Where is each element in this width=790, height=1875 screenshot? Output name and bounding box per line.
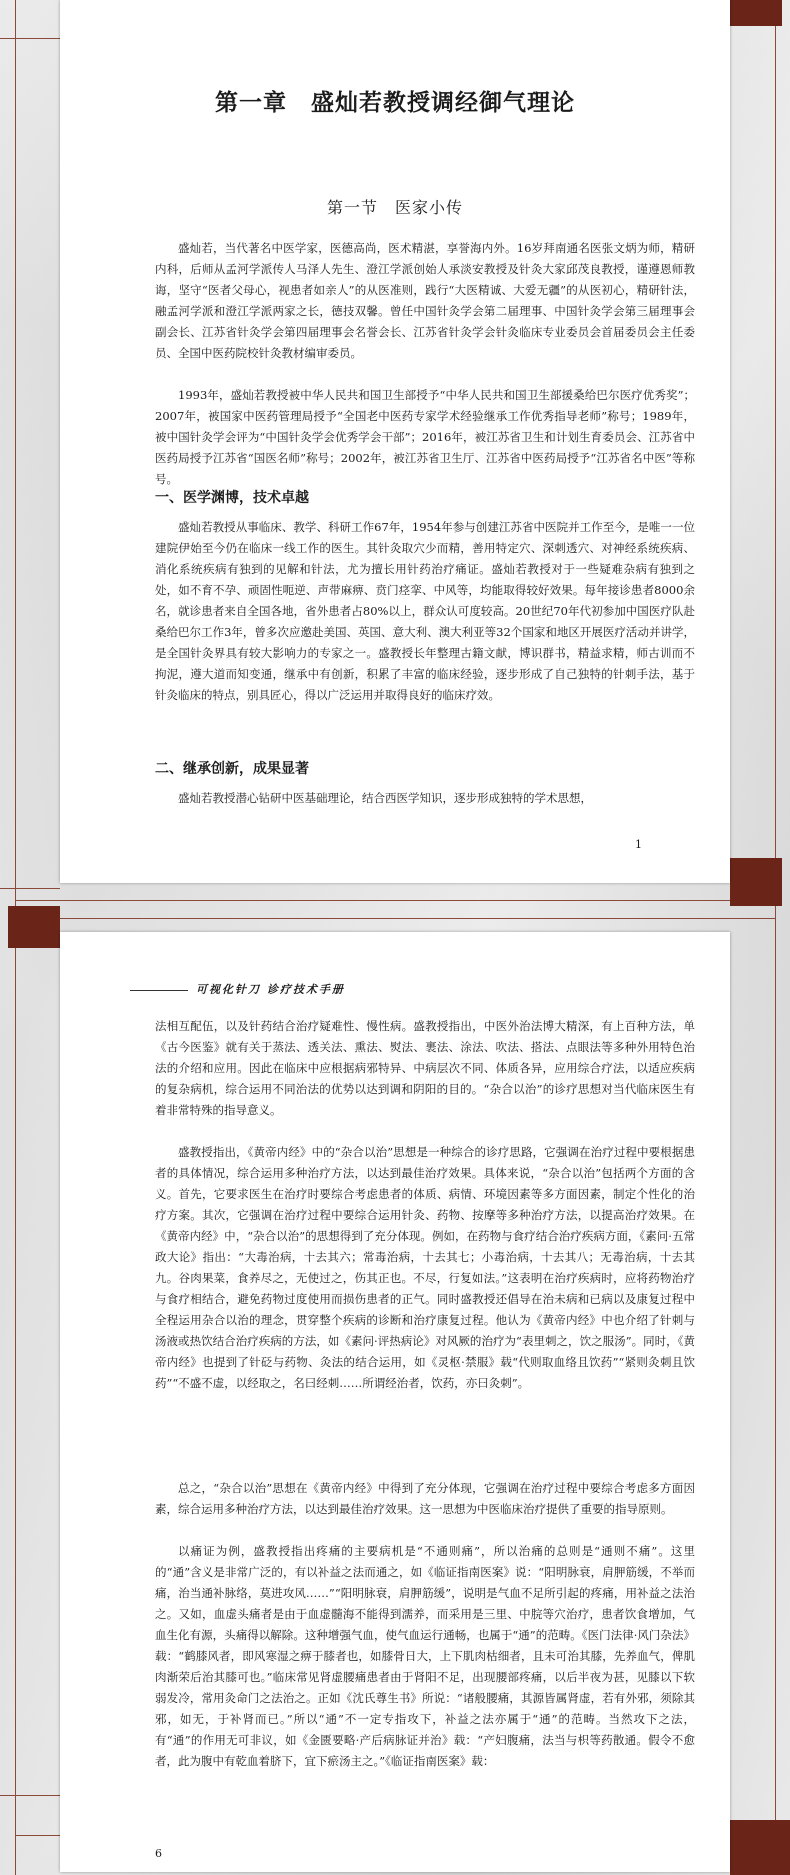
- corner-block-top-right: [730, 0, 782, 26]
- corner-block-mid-right: [730, 858, 782, 906]
- frame-line-left: [15, 0, 16, 920]
- frame-line-mid-1: [15, 900, 775, 901]
- corner-block-mid-left: [8, 906, 60, 948]
- paragraph: 1993年，盛灿若教授被中华人民共和国卫生部授予“中华人民共和国卫生部援桑给巴尔医疗优秀奖”；2007年，被国家中医药管理局授予“全国老中医药专家学术经验继承工作优秀指导老师”称号；1989年，被中国针灸学会评为“中国针灸学会优秀学会干部”；2016年，被江苏省卫生和计划生育委员会、江苏省中医药局授予江苏省“国医名师”称号；2002年，被江苏省卫生厅、江苏省中医药局授予“江苏省名中医”等称号。: [155, 388, 695, 486]
- paragraph: 盛教授指出，《黄帝内经》中的“杂合以治”思想是一种综合的诊疗思路，它强调在治疗过程中要根据患者的具体情况，综合运用多种治疗方法，以达到最佳治疗效果。具体来说，“杂合以治”包括两个方面的含义。首先，它要求医生在治疗时要综合考虑患者的体质、病情、环境因素等多方面因素，制定个性化的治疗方案。其次，它强调在治疗过程中要综合运用针灸、药物、按摩等多种治疗方法，以提高治疗效果。在《黄帝内经》中，“杂合以治”的思想得到了充分体现。例如，在药物与食疗结合治疗疾病方面，《素问·五常政大论》指出：“大毒治病，十去其六；常毒治病，十去其七；小毒治病，十去其八；无毒治病，十去其九。谷肉果菜，食养尽之，无使过之，伤其正也。不尽，行复如法。”这表明在治疗疾病时，应将药物治疗与食疗相结合，避免药物过度使用而损伤患者的正气。同时盛教授还倡导在治未病和已病以及康复过程中全程运用杂合以治的理念，贯穿整个疾病的诊断和治疗康复过程。他认为《黄帝内经》中也介绍了针刺与汤液或热饮结合治疗疾病的方法，如《素问·评热病论》对风厥的治疗为“表里刺之，饮之服汤”。同时，《黄帝内经》也提到了针砭与药物、灸法的结合运用，如《灵枢·禁服》载“代则取血络且饮药”“紧则灸刺且饮药”“不盛不虚，以经取之，名曰经刺……所谓经治者，饮药，亦曰灸刺”。: [155, 1145, 695, 1390]
- running-header: [130, 980, 430, 1000]
- section-heading: 一、医学渊博，技术卓越: [155, 490, 309, 506]
- frame-line-right: [775, 0, 776, 1875]
- corner-block-bottom-right: [730, 1820, 790, 1875]
- frame-line-top-left: [0, 38, 62, 39]
- header-rule: [130, 990, 188, 991]
- frame-line-mid-2: [15, 918, 775, 919]
- paragraph: 总之，“杂合以治”思想在《黄帝内经》中得到了充分体现，它强调在治疗过程中要综合考虑多方面因素，综合运用多种治疗方法，以达到最佳治疗效果。这一思想为中医临床治疗提供了重要的指导原则。: [155, 1481, 695, 1516]
- paragraph: 盛灿若教授从事临床、教学、科研工作67年，1954年参与创建江苏省中医院并工作至今，是唯一一位建院伊始至今仍在临床一线工作的医生。其针灸取穴少而精，善用特定穴、深刺透穴、对神经系统疾病、消化系统疾病有独到的见解和针法，尤为擅长用针药治疗痛证。盛灿若教授对于一些疑难杂病有独到之处，如不育不孕、顽固性呃逆、声带麻痹、贲门痉挛、中风等，均能取得较好效果。每年接诊患者8000余名，就诊患者来自全国各地，省外患者占80%以上，群众认可度较高。20世纪70年代初参加中国医疗队赴桑给巴尔工作3年，曾多次应邀赴美国、英国、意大利、澳大利亚等32个国家和地区开展医疗活动并讲学，是全国针灸界具有较大影响力的专家之一。盛教授长年整理古籍文献，博识群书，精益求精，师古训而不拘泥，遵大道而知变通，继承中有创新，积累了丰富的临床经验，逐步形成了自己独特的针刺手法，基于针灸临床的特点，别具匠心，得以广泛运用并取得良好的临床疗效。: [155, 520, 695, 702]
- paragraph: 盛灿若，当代著名中医学家，医德高尚，医术精湛，享誉海内外。16岁拜南通名医张文炳为师，精研内科，后师从孟河学派传人马泽人先生、澄江学派创始人承淡安教授及针灸大家邱茂良教授，谨遵恩师教诲，坚守“医者父母心，视患者如亲人”的从医准则，践行“大医精诚、大爱无疆”的从医初心，精研针法，融孟河学派和澄江学派两家之长，德技双馨。曾任中国针灸学会第二届理事、中国针灸学会第三届理事会副会长、江苏省针灸学会第四届理事会名誉会长、江苏省针灸学会针灸临床专业委员会首届委员会主任委员、全国中医药院校针灸教材编审委员。: [155, 241, 695, 360]
- document-page-2: [60, 932, 730, 1872]
- frame-line-bottom-2: [0, 1795, 62, 1796]
- running-header-text: 可视化针刀 诊疗技术手册: [196, 983, 345, 996]
- frame-line-left-lower: [15, 940, 16, 1875]
- frame-line-mid-3: [0, 888, 60, 889]
- page-number: 6: [155, 1847, 162, 1860]
- paragraph: 以痛证为例，盛教授指出疼痛的主要病机是“不通则痛”，所以治痛的总则是“通则不痛”。这里的“通”含义是非常广泛的，有以补益之法而通之，如《临证指南医案》说：“阳明脉衰，肩胛筋缓，不举而痛，治当通补脉络，莫进攻风……”“阳明脉衰，肩胛筋缓”，说明是气血不足所引起的疼痛，用补益之法治之。又如，血虚头痛者是由于血虚髓海不能得到濡养，而采用是三里、中脘等穴治疗，患者饮食增加，气血生化有源，头痛得以解除。这种增强气血，使气血运行通畅，也属于“通”的范畴。《医门法律·风门杂法》载：“鹤膝风者，即风寒湿之痹于膝者也，如膝骨日大，上下肌肉枯细者，且未可治其膝，先养血气，俾肌肉渐荣后治其膝可也。”临床常见肾虚腰痛患者由于肾阳不足，出现腰部疼痛，以后半夜为甚，见膝以下软弱发冷，常用灸命门之法治之。正如《沈氏尊生书》所说：“诸般腰痛，其源皆属肾虚，若有外邪，须除其邪，如无，于补肾而已。”所以“通”不一定专指攻下，补益之法亦属于“通”的范畴。当然攻下之法，有“通”的作用无可非议，如《金匮要略·产后病脉证并治》载：“产妇腹痛，法当与枳等药散通。假令不愈者，此为腹中有乾血着脐下，宜下瘀汤主之。”《临证指南医案》载：: [155, 1544, 695, 1768]
- section-title: 第一节 医家小传: [326, 198, 463, 217]
- document-page-1: [60, 0, 730, 883]
- page-number: 1: [635, 838, 642, 851]
- chapter-title: 第一章 盛灿若教授调经御气理论: [215, 89, 575, 116]
- section-heading: 二、继承创新，成果显著: [155, 761, 309, 777]
- paragraph: 盛灿若教授潜心钻研中医基础理论，结合西医学知识，逐步形成独特的学术思想，: [178, 791, 592, 805]
- paragraph: 法相互配伍，以及针药结合治疗疑难性、慢性病。盛教授指出，中医外治法博大精深，有上百种方法，单《古今医鉴》就有关于蒸法、透关法、熏法、熨法、裹法、涂法、吹法、搭法、点眼法等多种外用特色治法的介绍和应用。因此在临床中应根据病邪特异、中病层次不同、体质各异，应用综合疗法，以适应疾病的复杂病机，综合运用不同治法的优势以达到调和阴阳的目的。“杂合以治”的诊疗思想对当代临床医生有着非常特殊的指导意义。: [155, 1019, 695, 1117]
